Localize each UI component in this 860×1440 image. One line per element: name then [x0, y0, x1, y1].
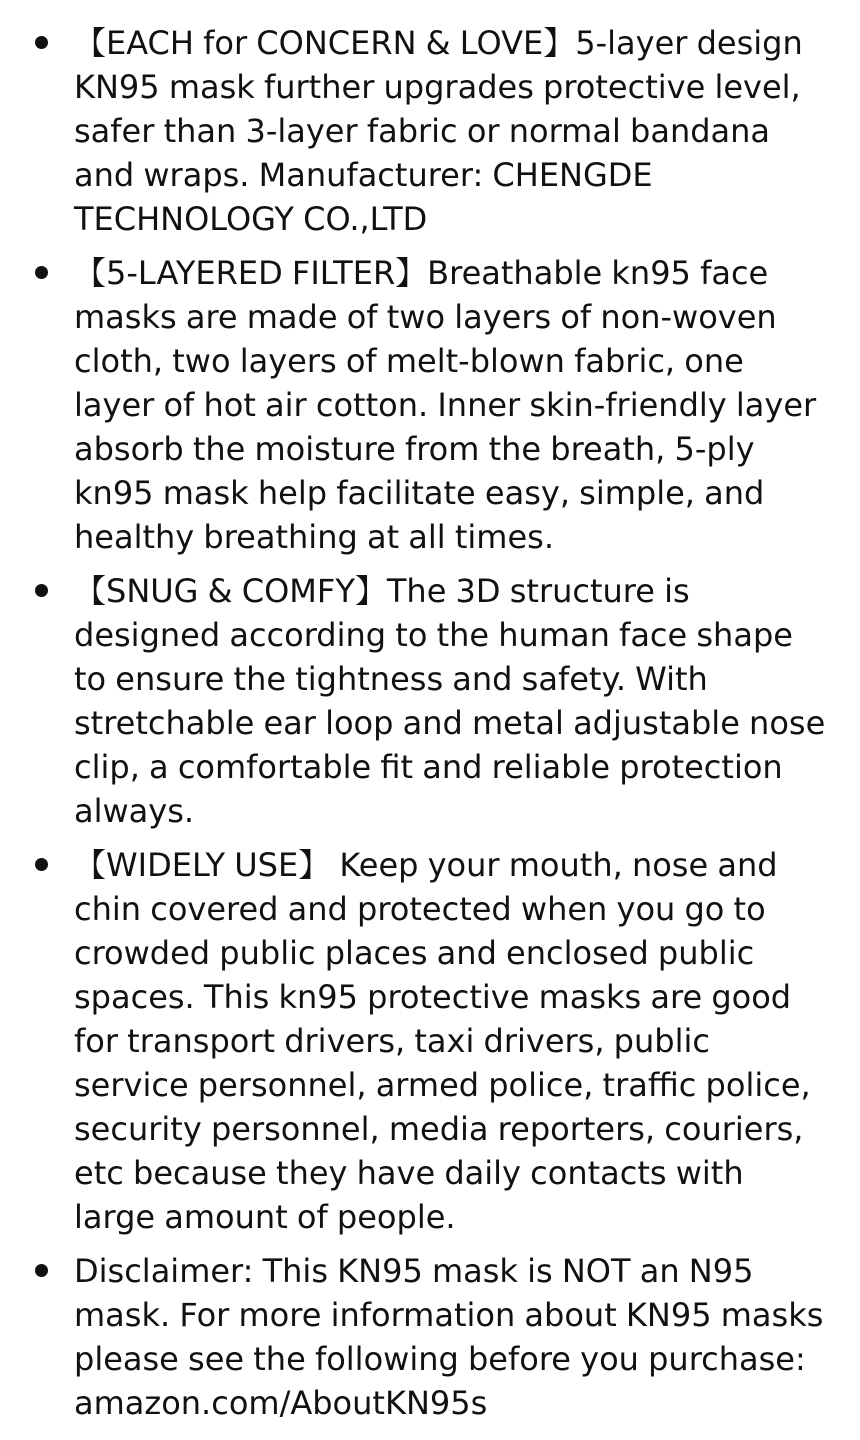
feature-bullet-text: 【EACH for CONCERN & LOVE】5-layer design KN95 mask further upgrades protective level, safer than 3-layer fabric or normal bandana and wraps. Manufacturer: CHENGDE TECHNOLOGY CO.,LTD [74, 24, 803, 238]
feature-bullet-text: Disclaimer: This KN95 mask is NOT an N95 mask. For more information about KN95 masks please see the following before you purchase: amazon.com/AboutKN95s [74, 1252, 824, 1422]
bullet-dot-icon [35, 584, 48, 597]
bullet-dot-icon [35, 858, 48, 871]
feature-bullet-text: 【SNUG & COMFY】The 3D structure is designed according to the human face shape to ensure the tightness and safety. With stretchable ear loop and metal adjustable nose clip, a comfortable fit and reliable protection always. [74, 572, 826, 830]
feature-bullet-disclaimer [0, 1249, 830, 1425]
feature-bullet-filter [0, 251, 830, 559]
feature-bullet-concern-love [0, 21, 830, 241]
feature-bullet-widely-use [0, 843, 830, 1239]
bullet-dot-icon [35, 1264, 48, 1277]
bullet-dot-icon [35, 266, 48, 279]
feature-bullet-list [0, 21, 830, 1425]
bullet-dot-icon [35, 36, 48, 49]
feature-bullet-text: 【5-LAYERED FILTER】Breathable kn95 face masks are made of two layers of non-woven cloth, two layers of melt-blown fabric, one layer of hot air cotton. Inner skin-friendly layer absorb the moisture from the breath, 5-ply kn95 mask help facilitate easy, simple, and healthy breathing at all times. [74, 254, 817, 556]
feature-bullet-text: 【WIDELY USE】 Keep your mouth, nose and chin covered and protected when you go to crowded public places and enclosed public spaces. This kn95 protective masks are good for transport drivers, taxi drivers, public service personnel, armed police, traffic police, security personnel, media reporters, couriers, etc because they have daily contacts with large amount of people. [74, 846, 811, 1236]
feature-bullet-snug-comfy [0, 569, 830, 833]
